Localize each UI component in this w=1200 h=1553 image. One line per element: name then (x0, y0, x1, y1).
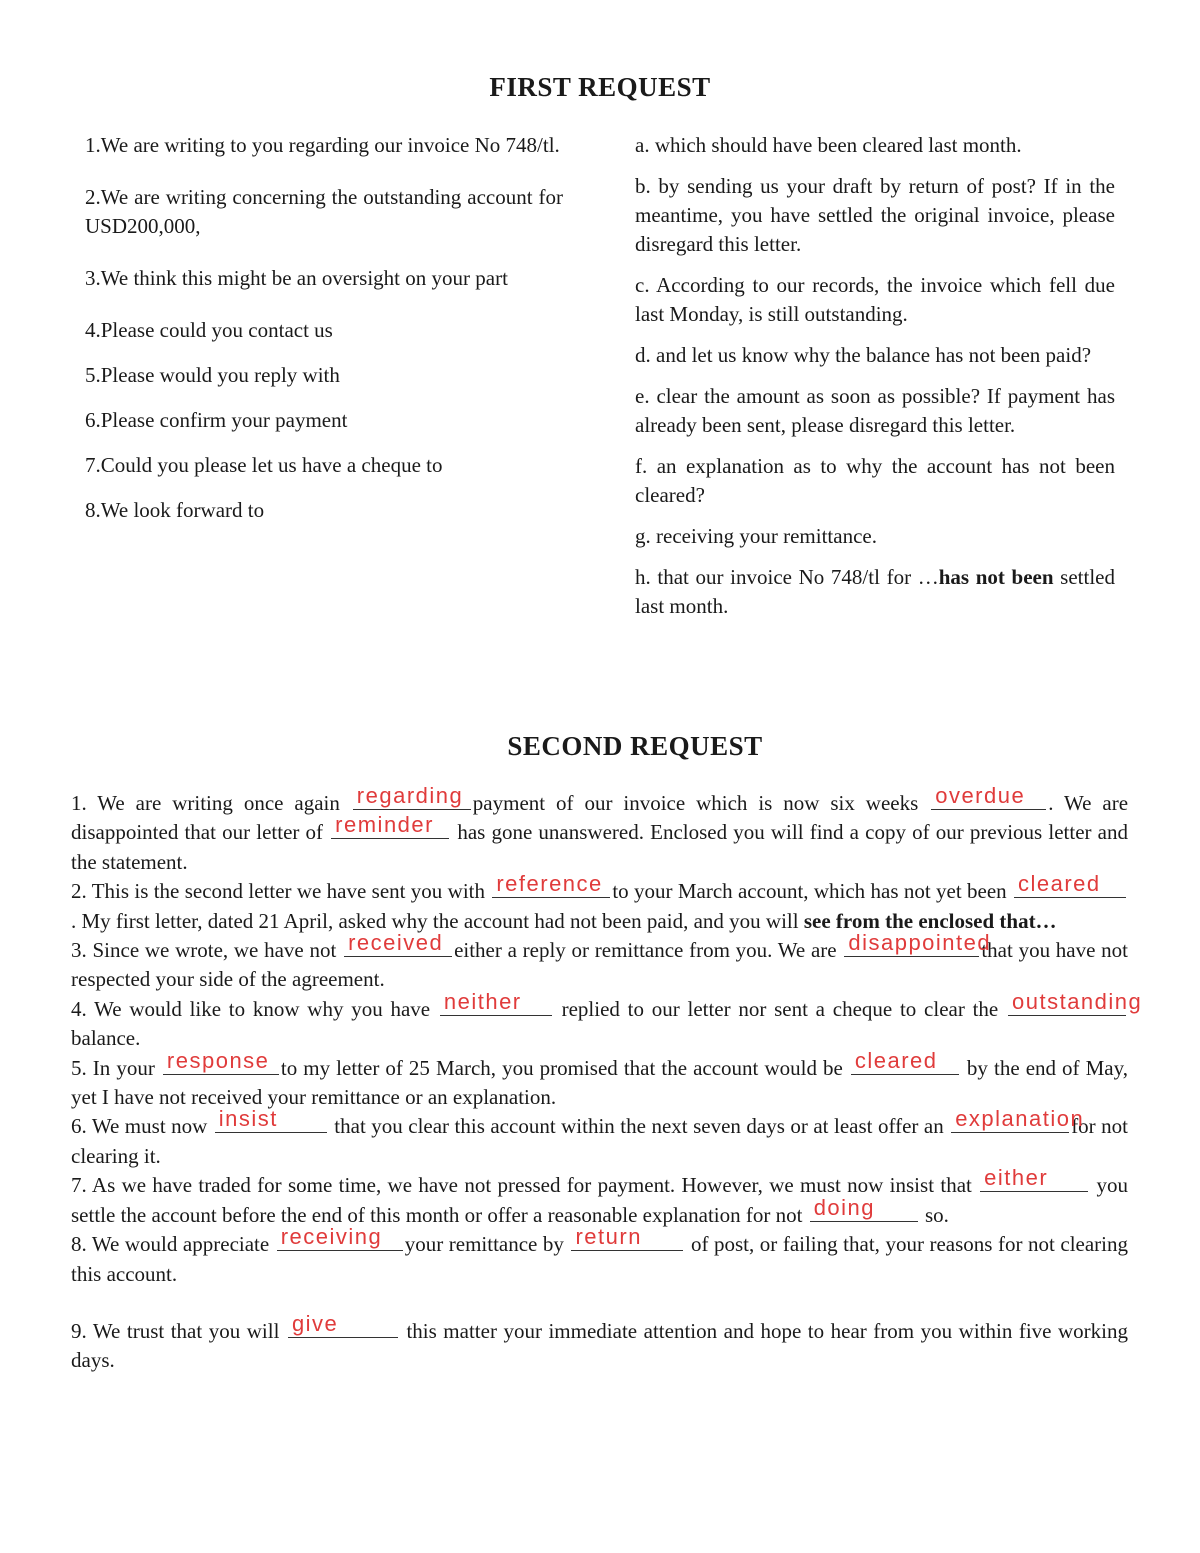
answer-3a: received (348, 930, 444, 956)
blank-7a[interactable] (980, 1165, 1088, 1192)
answer-4b: outstanding (1012, 988, 1143, 1014)
sentence-3-part-a: 3. Since we wrote, we have not (71, 938, 343, 963)
sentence-9-part-a: 9. We trust that you will (71, 1318, 286, 1343)
sentence-6 (71, 1106, 1128, 1171)
answer-9a: give (291, 1310, 339, 1336)
sentence-7-part-b: you settle the account before the end of this month or offer a reasonable explanation for not (71, 1173, 1128, 1227)
right-item-c: c. According to our records, the invoice which fell due last Monday, is still outstanding. (635, 273, 1115, 326)
left-item-6: 6.Please confirm your payment (85, 408, 348, 432)
blank-1c[interactable] (331, 812, 449, 839)
sentence-1 (71, 783, 1129, 877)
sentence-5-part-b: to my letter of 25 March, you promised that the account would be (280, 1055, 849, 1080)
answer-2a: reference (496, 871, 603, 897)
sentence-1-part-c: . We are disappointed that our letter of (71, 791, 1129, 845)
right-item-h (635, 563, 1115, 621)
sentence-2-part-d: see from the enclosed that… (803, 908, 1057, 933)
sentence-2-part-a: 2. This is the second letter we have sent you with (71, 879, 491, 904)
right-item-f: f. an explanation as to why the account has not been cleared? (635, 454, 1115, 507)
sentence-6-part-c: for not clearing it. (71, 1114, 1128, 1168)
sentence-3-part-b: either a reply or remittance from you. We are (454, 938, 843, 963)
answer-1b: overdue (935, 783, 1026, 808)
sentence-8-part-c: of post, or failing that, your reasons for not clearing this account. (71, 1232, 1129, 1286)
sentence-2-part-b: to your March account, which has not yet been (612, 879, 1012, 904)
right-item-d: d. and let us know why the balance has not been paid? (635, 343, 1092, 367)
right-item-h-bold: has not been (938, 565, 1054, 589)
second-request-body (71, 783, 1143, 1376)
left-item-2: 2.We are writing concerning the outstanding account for USD200,000, (85, 185, 563, 238)
blank-1b[interactable] (931, 783, 1046, 810)
answer-6a: insist (218, 1106, 278, 1132)
answer-2b: cleared (1018, 871, 1101, 897)
first-request-right-column (635, 131, 1115, 633)
left-item-1: 1.We are writing to you regarding our invoice No 748/tl. (85, 133, 560, 157)
blank-8b[interactable] (571, 1224, 683, 1251)
blank-2b[interactable] (1014, 871, 1126, 898)
right-item-e: e. clear the amount as soon as possible? If payment has already been sent, please disregard this letter. (635, 384, 1115, 437)
right-item-h-text: h. that our invoice No 748/tl for … (635, 565, 939, 589)
right-item-a: a. which should have been cleared last month. (635, 133, 1022, 157)
sentence-4-part-c: balance. (71, 1026, 141, 1051)
sentence-2-part-c: . My first letter, dated 21 April, asked why the account had not been paid, and you will (71, 908, 804, 933)
sentence-4-part-b: replied to our letter nor sent a cheque to clear the (553, 996, 1006, 1021)
left-item-4: 4.Please could you contact us (85, 318, 333, 342)
left-item-5: 5.Please would you reply with (85, 363, 340, 387)
blank-7b[interactable] (810, 1194, 918, 1222)
sentence-1-part-a: 1. We are writing once again (71, 791, 351, 815)
sentence-1-part-b: payment of our invoice which is now six weeks (472, 791, 930, 815)
sentence-6-part-a: 6. We must now (71, 1114, 213, 1139)
blank-6a[interactable] (215, 1106, 327, 1133)
answer-1a: regarding (356, 783, 464, 808)
blank-5b[interactable] (851, 1047, 959, 1075)
sentence-9-part-b: this matter your immediate attention and hope to hear from you within five working days. (71, 1318, 1128, 1373)
answer-4a: neither (443, 988, 522, 1014)
answer-7b: doing (813, 1194, 876, 1220)
blank-9a[interactable] (288, 1310, 398, 1338)
sentence-9 (71, 1310, 1128, 1376)
answer-8a: receiving (280, 1224, 383, 1250)
answer-3b: disappointed (848, 930, 992, 956)
blank-2a[interactable] (492, 871, 610, 898)
blank-4b[interactable] (1008, 988, 1143, 1016)
sentence-5-part-c: by the end of May, yet I have not received your remittance or an explanation. (71, 1055, 1128, 1110)
sentence-8-part-b: your remittance by (404, 1232, 570, 1257)
sentence-5-part-a: 5. In your (71, 1055, 161, 1080)
sentence-7-part-a: 7. As we have traded for some time, we have not pressed for payment. However, we must now insist that (71, 1173, 979, 1198)
sentence-1-part-d: has gone unanswered. Enclosed you will find a copy of our previous letter and the statement. (71, 820, 1128, 874)
sentence-8-part-a: 8. We would appreciate (71, 1232, 275, 1257)
blank-4a[interactable] (440, 988, 552, 1016)
right-item-h-end: settled last month. (635, 565, 1115, 618)
left-item-7: 7.Could you please let us have a cheque to (85, 453, 443, 477)
sentence-3 (71, 930, 1129, 995)
sentence-6-part-b: that you clear this account within the next seven days or at least offer an (328, 1114, 950, 1139)
sentence-7-part-c: so. (919, 1202, 949, 1227)
blank-6b[interactable] (951, 1106, 1085, 1133)
right-item-g: g. receiving your remittance. (635, 524, 877, 548)
blank-3b[interactable] (844, 930, 992, 957)
right-item-b: b. by sending us your draft by return of post? If in the meantime, you have settled the original invoice, please disregard this letter. (635, 174, 1115, 256)
sentence-3-part-c: that you have not respected your side of the agreement. (71, 938, 1129, 992)
answer-1c: reminder (335, 812, 434, 838)
sentence-4-part-a: 4. We would like to know why you have (71, 996, 438, 1021)
left-item-3: 3.We think this might be an oversight on your part (85, 266, 508, 290)
blank-5a[interactable] (163, 1047, 279, 1075)
left-item-8: 8.We look forward to (85, 498, 265, 522)
first-request-title: FIRST REQUEST (489, 72, 711, 102)
answer-8b: return (575, 1224, 642, 1250)
first-request-left-column (85, 131, 563, 541)
blank-8a[interactable] (277, 1224, 403, 1251)
second-request-title: SECOND REQUEST (507, 731, 763, 761)
answer-6b: explanation (955, 1106, 1085, 1132)
answer-5b: cleared (854, 1047, 938, 1073)
answer-5a: response (166, 1047, 270, 1073)
blank-1a[interactable] (353, 783, 471, 810)
sentence-8 (71, 1224, 1129, 1289)
answer-7a: either (984, 1165, 1049, 1191)
blank-3a[interactable] (344, 930, 452, 957)
